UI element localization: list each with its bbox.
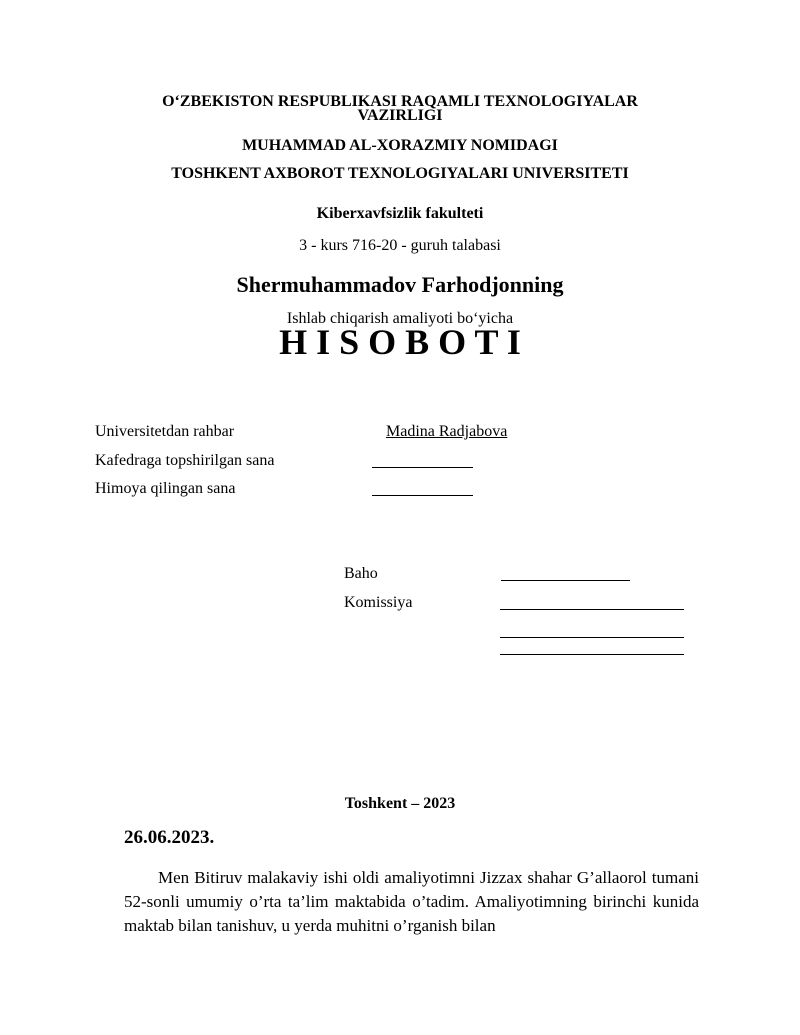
city-year: Toshkent – 2023 xyxy=(344,795,456,812)
supervisor-label: Universitetdan rahbar xyxy=(95,423,235,440)
entry-paragraph: Men Bitiruv malakaviy ishi oldi amaliyotimni Jizzax shahar G’allaorol tumani 52-sonli umumiy o’rta ta’lim maktabida o’tadim. Amaliyotimning birinchi kunida maktab bilan tanishuv, u yerda muhitni o’rganish bilan xyxy=(124,868,699,935)
defended-date-label: Himoya qilingan sana xyxy=(95,480,236,497)
defended-date-line xyxy=(372,495,473,496)
university-name: TOSHKENT AXBOROT TEXNOLOGIYALARI UNIVERSITETI xyxy=(171,165,629,182)
faculty-name: Kiberxavfsizlik fakulteti xyxy=(316,205,484,222)
student-name: Shermuhammadov Farhodjonning xyxy=(236,272,564,297)
report-title: H I S O B O T I xyxy=(279,322,521,362)
commission-line-1 xyxy=(500,609,684,610)
practice-type: Ishlab chiqarish amaliyoti bo‘yicha xyxy=(286,310,514,327)
commission-label: Komissiya xyxy=(344,594,413,611)
entry-date: 26.06.2023. xyxy=(124,827,215,848)
named-after-line: MUHAMMAD AL-XORAZMIY NOMIDAGI xyxy=(242,137,558,154)
ministry-line-2: VAZIRLIGI xyxy=(357,107,443,124)
ministry-line-1: O‘ZBEKISTON RESPUBLIKASI RAQAMLI TEXNOLOGIYALAR xyxy=(162,93,638,110)
supervisor-value: Madina Radjabova xyxy=(386,423,508,440)
submitted-date-label: Kafedraga topshirilgan sana xyxy=(95,452,275,469)
submitted-date-line xyxy=(372,467,473,468)
grade-line xyxy=(501,580,630,581)
grade-label: Baho xyxy=(344,565,378,582)
commission-line-3 xyxy=(500,654,684,655)
commission-line-2 xyxy=(500,637,684,638)
course-group: 3 - kurs 716-20 - guruh talabasi xyxy=(299,237,501,254)
